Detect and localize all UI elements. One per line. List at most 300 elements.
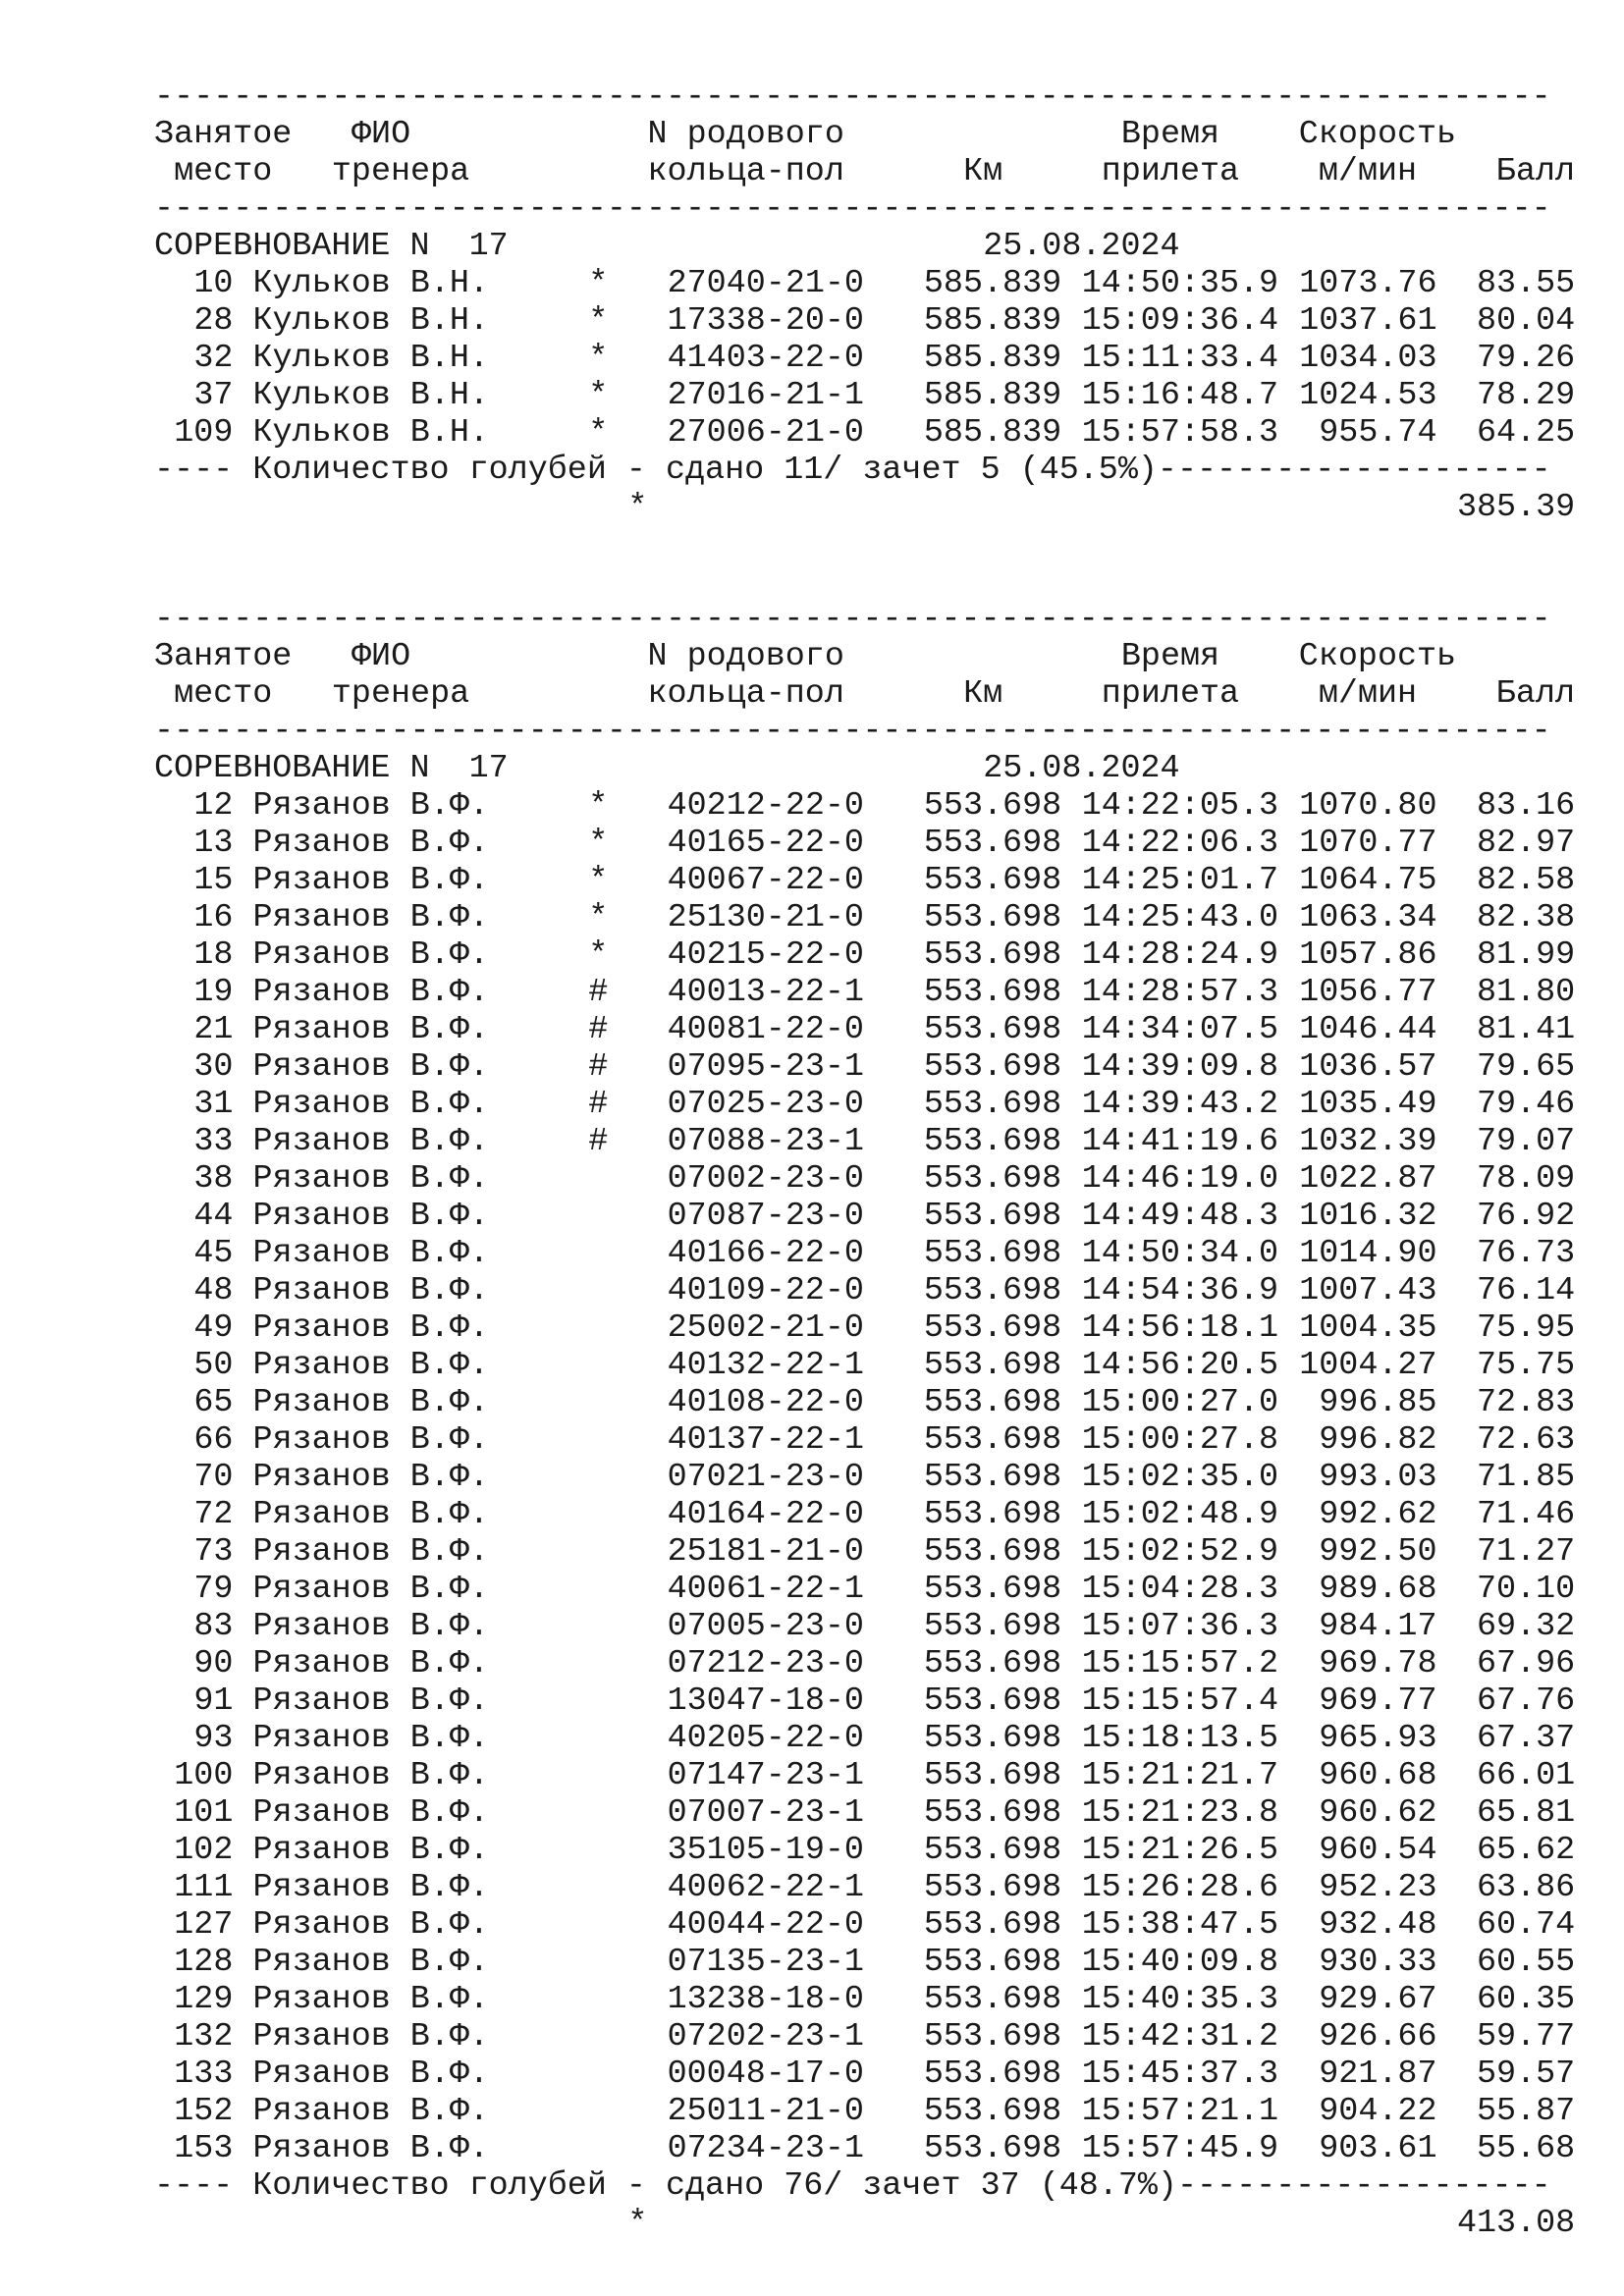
ring-number: 07147-23-1 [667,1757,864,1794]
speed: 1032.39 [1299,1123,1437,1160]
ring-number: 13238-18-0 [667,1981,864,2018]
table-row [154,787,1583,825]
distance-km: 553.698 [923,1757,1062,1794]
header-ring: N родового [647,638,844,675]
arrival-time: 15:26:28.6 [1081,1869,1279,1906]
separator-line [154,79,1583,116]
row-mark: * [588,265,609,302]
score: 59.57 [1476,2056,1576,2093]
distance-km: 585.839 [923,265,1062,302]
place: 93 [193,1720,234,1757]
place: 66 [193,1421,234,1459]
speed: 1024.53 [1299,377,1437,414]
score: 75.75 [1476,1347,1576,1384]
speed: 989.68 [1319,1571,1437,1608]
header-place: Занятое [154,638,293,675]
header-row-2 [154,675,1583,713]
summary-line [154,452,1583,489]
arrival-time: 14:28:24.9 [1081,936,1279,974]
arrival-time: 14:49:48.3 [1081,1198,1279,1235]
table-row [154,1720,1583,1757]
trainer-name: Рязанов В.Ф. [252,1198,489,1235]
header-km: Км [963,153,1003,190]
header-name-2: тренера [331,675,470,713]
trainer-name: Рязанов В.Ф. [252,1645,489,1682]
distance-km: 553.698 [923,2018,1062,2056]
ring-number: 40212-22-0 [667,787,864,825]
trainer-name: Рязанов В.Ф. [252,1533,489,1571]
arrival-time: 14:56:18.1 [1081,1309,1279,1347]
table-row [154,1496,1583,1533]
table-row [154,1869,1583,1906]
score: 63.86 [1476,1869,1576,1906]
total-score: 385.39 [1456,489,1576,526]
pigeon-count-summary: ---- Количество голубей - сдано 11/ зачет 5 (45.5%)-------------------- [154,452,1551,489]
ring-number: 07087-23-0 [667,1198,864,1235]
row-mark: # [588,1048,609,1086]
arrival-time: 15:02:52.9 [1081,1533,1279,1571]
ring-number: 40067-22-0 [667,862,864,899]
ring-number: 40081-22-0 [667,1011,864,1048]
place: 32 [193,340,234,377]
place: 44 [193,1198,234,1235]
trainer-name: Рязанов В.Ф. [252,1832,489,1869]
trainer-name: Рязанов В.Ф. [252,1235,489,1272]
distance-km: 553.698 [923,1011,1062,1048]
place: 102 [174,1832,234,1869]
place: 19 [193,974,234,1011]
header-row-1 [154,116,1583,153]
arrival-time: 14:22:06.3 [1081,825,1279,862]
table-row [154,1832,1583,1869]
distance-km: 553.698 [923,1944,1062,1981]
score: 60.35 [1476,1981,1576,2018]
ring-number: 07212-23-0 [667,1645,864,1682]
score: 76.92 [1476,1198,1576,1235]
separator-line [154,713,1583,750]
table-row [154,1123,1583,1160]
arrival-time: 15:57:21.1 [1081,2093,1279,2130]
ring-number: 40013-22-1 [667,974,864,1011]
speed: 904.22 [1319,2093,1437,2130]
speed: 992.50 [1319,1533,1437,1571]
distance-km: 553.698 [923,1869,1062,1906]
distance-km: 553.698 [923,2056,1062,2093]
place: 153 [174,2130,234,2167]
speed: 1070.80 [1299,787,1437,825]
trainer-name: Рязанов В.Ф. [252,1160,489,1198]
table-row [154,1384,1583,1421]
score: 71.46 [1476,1496,1576,1533]
summary-line [154,2167,1583,2205]
arrival-time: 15:21:26.5 [1081,1832,1279,1869]
header-name: ФИО [352,638,411,675]
place: 13 [193,825,234,862]
trainer-name: Рязанов В.Ф. [252,2056,489,2093]
speed: 965.93 [1319,1720,1437,1757]
speed: 955.74 [1319,414,1437,452]
header-place: Занятое [154,116,293,153]
score: 71.85 [1476,1459,1576,1496]
table-row [154,825,1583,862]
speed: 984.17 [1319,1608,1437,1645]
score: 83.55 [1476,265,1576,302]
ring-number: 25002-21-0 [667,1309,864,1347]
place: 31 [193,1086,234,1123]
table-row [154,2018,1583,2056]
place: 152 [174,2093,234,2130]
speed: 960.54 [1319,1832,1437,1869]
trainer-name: Рязанов В.Ф. [252,1906,489,1944]
table-row [154,1160,1583,1198]
trainer-name: Рязанов В.Ф. [252,862,489,899]
header-time-2: прилета [1101,153,1240,190]
score: 67.76 [1476,1682,1576,1720]
place: 38 [193,1160,234,1198]
score: 70.10 [1476,1571,1576,1608]
distance-km: 553.698 [923,1347,1062,1384]
distance-km: 553.698 [923,825,1062,862]
place: 100 [174,1757,234,1794]
speed: 926.66 [1319,2018,1437,2056]
trainer-name: Рязанов В.Ф. [252,1571,489,1608]
distance-km: 553.698 [923,1384,1062,1421]
place: 16 [193,899,234,936]
trainer-name: Кульков В.Н. [252,377,489,414]
table-row [154,1981,1583,2018]
place: 50 [193,1347,234,1384]
distance-km: 585.839 [923,302,1062,340]
speed: 1004.35 [1299,1309,1437,1347]
speed: 1004.27 [1299,1347,1437,1384]
table-row [154,2130,1583,2167]
table-row [154,1533,1583,1571]
row-mark: # [588,1011,609,1048]
trainer-name: Рязанов В.Ф. [252,899,489,936]
table-row [154,1086,1583,1123]
table-row [154,1309,1583,1347]
row-mark: # [588,1086,609,1123]
results-report [154,79,1583,2242]
score: 78.29 [1476,377,1576,414]
place: 127 [174,1906,234,1944]
score: 79.07 [1476,1123,1576,1160]
header-time: Время [1120,116,1220,153]
distance-km: 553.698 [923,1906,1062,1944]
table-row [154,377,1583,414]
separator-text: ----------------------------------------------------------------------- [154,190,1551,228]
total-mark: * [627,2205,648,2242]
score: 66.01 [1476,1757,1576,1794]
ring-number: 27040-21-0 [667,265,864,302]
header-row-1 [154,638,1583,675]
arrival-time: 15:21:21.7 [1081,1757,1279,1794]
ring-number: 40205-22-0 [667,1720,864,1757]
header-ring-2: кольца-пол [647,153,844,190]
trainer-name: Рязанов В.Ф. [252,1682,489,1720]
ring-number: 40061-22-1 [667,1571,864,1608]
competition-title [154,750,1583,787]
score: 67.37 [1476,1720,1576,1757]
trainer-name: Рязанов В.Ф. [252,2018,489,2056]
speed: 993.03 [1319,1459,1437,1496]
ring-number: 07021-23-0 [667,1459,864,1496]
distance-km: 553.698 [923,862,1062,899]
arrival-time: 15:21:23.8 [1081,1794,1279,1832]
table-row [154,936,1583,974]
speed: 1056.77 [1299,974,1437,1011]
ring-number: 00048-17-0 [667,2056,864,2093]
score: 82.38 [1476,899,1576,936]
trainer-name: Рязанов В.Ф. [252,2130,489,2167]
table-row [154,2093,1583,2130]
distance-km: 585.839 [923,340,1062,377]
speed: 1035.49 [1299,1086,1437,1123]
score: 82.97 [1476,825,1576,862]
table-row [154,340,1583,377]
header-place-2: место [174,675,273,713]
table-row [154,1421,1583,1459]
trainer-name: Рязанов В.Ф. [252,1720,489,1757]
score: 76.73 [1476,1235,1576,1272]
distance-km: 553.698 [923,1533,1062,1571]
score: 65.62 [1476,1832,1576,1869]
table-row [154,1272,1583,1309]
score: 82.58 [1476,862,1576,899]
row-mark: * [588,825,609,862]
table-row [154,899,1583,936]
speed: 1034.03 [1299,340,1437,377]
place: 72 [193,1496,234,1533]
speed: 969.77 [1319,1682,1437,1720]
table-row [154,1757,1583,1794]
arrival-time: 15:02:48.9 [1081,1496,1279,1533]
distance-km: 553.698 [923,1459,1062,1496]
speed: 1036.57 [1299,1048,1437,1086]
distance-km: 553.698 [923,936,1062,974]
score: 72.63 [1476,1421,1576,1459]
arrival-time: 14:54:36.9 [1081,1272,1279,1309]
speed: 960.62 [1319,1794,1437,1832]
place: 45 [193,1235,234,1272]
distance-km: 553.698 [923,2130,1062,2167]
arrival-time: 14:25:43.0 [1081,899,1279,936]
distance-km: 553.698 [923,974,1062,1011]
speed: 992.62 [1319,1496,1437,1533]
place: 109 [174,414,234,452]
trainer-name: Рязанов В.Ф. [252,1757,489,1794]
place: 111 [174,1869,234,1906]
place: 33 [193,1123,234,1160]
trainer-name: Рязанов В.Ф. [252,1869,489,1906]
speed: 1057.86 [1299,936,1437,974]
speed: 1046.44 [1299,1011,1437,1048]
row-mark: * [588,414,609,452]
score: 59.77 [1476,2018,1576,2056]
header-ring-2: кольца-пол [647,675,844,713]
score: 76.14 [1476,1272,1576,1309]
distance-km: 553.698 [923,1571,1062,1608]
arrival-time: 15:40:35.3 [1081,1981,1279,2018]
score: 65.81 [1476,1794,1576,1832]
header-score: Балл [1495,153,1575,190]
trainer-name: Рязанов В.Ф. [252,787,489,825]
total-line [154,489,1583,526]
row-mark: * [588,302,609,340]
header-ring: N родового [647,116,844,153]
ring-number: 41403-22-0 [667,340,864,377]
ring-number: 25130-21-0 [667,899,864,936]
ring-number: 27016-21-1 [667,377,864,414]
header-km: Км [963,675,1003,713]
trainer-name: Рязанов В.Ф. [252,1123,489,1160]
competition-date: 25.08.2024 [983,750,1180,787]
distance-km: 553.698 [923,1272,1062,1309]
trainer-name: Кульков В.Н. [252,340,489,377]
table-row [154,1347,1583,1384]
ring-number: 40165-22-0 [667,825,864,862]
row-mark: # [588,1123,609,1160]
place: 91 [193,1682,234,1720]
place: 70 [193,1459,234,1496]
separator-line [154,190,1583,228]
score: 64.25 [1476,414,1576,452]
total-mark: * [627,489,648,526]
arrival-time: 14:25:01.7 [1081,862,1279,899]
distance-km: 553.698 [923,1981,1062,2018]
table-row [154,1906,1583,1944]
place: 21 [193,1011,234,1048]
speed: 1064.75 [1299,862,1437,899]
table-row [154,1794,1583,1832]
score: 81.99 [1476,936,1576,974]
table-row [154,862,1583,899]
trainer-name: Рязанов В.Ф. [252,1086,489,1123]
table-row [154,1645,1583,1682]
speed: 921.87 [1319,2056,1437,2093]
speed: 996.85 [1319,1384,1437,1421]
distance-km: 553.698 [923,1794,1062,1832]
competition-name: СОРЕВНОВАНИЕ N 17 [154,228,509,265]
trainer-name: Рязанов В.Ф. [252,1421,489,1459]
speed: 1014.90 [1299,1235,1437,1272]
table-row [154,1608,1583,1645]
arrival-time: 14:41:19.6 [1081,1123,1279,1160]
arrival-time: 14:39:09.8 [1081,1048,1279,1086]
trainer-name: Рязанов В.Ф. [252,2093,489,2130]
score: 79.46 [1476,1086,1576,1123]
distance-km: 553.698 [923,1645,1062,1682]
ring-number: 35105-19-0 [667,1832,864,1869]
trainer-name: Рязанов В.Ф. [252,1384,489,1421]
total-line [154,2205,1583,2242]
header-name-2: тренера [331,153,470,190]
ring-number: 40215-22-0 [667,936,864,974]
ring-number: 07135-23-1 [667,1944,864,1981]
trainer-name: Рязанов В.Ф. [252,1272,489,1309]
header-speed-2: м/мин [1318,153,1418,190]
trainer-name: Рязанов В.Ф. [252,1347,489,1384]
distance-km: 553.698 [923,787,1062,825]
total-score: 413.08 [1456,2205,1576,2242]
speed: 1070.77 [1299,825,1437,862]
distance-km: 585.839 [923,377,1062,414]
trainer-name: Рязанов В.Ф. [252,825,489,862]
row-mark: * [588,340,609,377]
table-row [154,1682,1583,1720]
distance-km: 553.698 [923,1496,1062,1533]
score: 81.80 [1476,974,1576,1011]
competition-date: 25.08.2024 [983,228,1180,265]
place: 128 [174,1944,234,1981]
distance-km: 553.698 [923,1720,1062,1757]
ring-number: 40132-22-1 [667,1347,864,1384]
ring-number: 07095-23-1 [667,1048,864,1086]
row-mark: * [588,899,609,936]
speed: 1022.87 [1299,1160,1437,1198]
ring-number: 07005-23-0 [667,1608,864,1645]
header-speed: Скорость [1298,116,1457,153]
speed: 952.23 [1319,1869,1437,1906]
place: 132 [174,2018,234,2056]
arrival-time: 15:07:36.3 [1081,1608,1279,1645]
trainer-name: Рязанов В.Ф. [252,1011,489,1048]
arrival-time: 15:15:57.4 [1081,1682,1279,1720]
ring-number: 40109-22-0 [667,1272,864,1309]
trainer-name: Кульков В.Н. [252,302,489,340]
place: 133 [174,2056,234,2093]
speed: 930.33 [1319,1944,1437,1981]
place: 79 [193,1571,234,1608]
header-row-2 [154,153,1583,190]
arrival-time: 15:57:58.3 [1081,414,1279,452]
place: 73 [193,1533,234,1571]
place: 10 [193,265,234,302]
header-score: Балл [1495,675,1575,713]
table-row [154,1235,1583,1272]
table-row [154,1011,1583,1048]
distance-km: 553.698 [923,1309,1062,1347]
arrival-time: 14:46:19.0 [1081,1160,1279,1198]
pigeon-count-summary: ---- Количество голубей - сдано 76/ зачет 37 (48.7%)------------------- [154,2167,1551,2205]
row-mark: * [588,862,609,899]
distance-km: 553.698 [923,2093,1062,2130]
table-row [154,265,1583,302]
ring-number: 40166-22-0 [667,1235,864,1272]
place: 83 [193,1608,234,1645]
score: 60.74 [1476,1906,1576,1944]
distance-km: 553.698 [923,1198,1062,1235]
separator-text: ----------------------------------------------------------------------- [154,79,1551,116]
distance-km: 553.698 [923,1832,1062,1869]
score: 67.96 [1476,1645,1576,1682]
score: 79.26 [1476,340,1576,377]
header-place-2: место [174,153,273,190]
score: 75.95 [1476,1309,1576,1347]
separator-text: ----------------------------------------------------------------------- [154,713,1551,750]
place: 90 [193,1645,234,1682]
score: 69.32 [1476,1608,1576,1645]
ring-number: 07234-23-1 [667,2130,864,2167]
arrival-time: 14:56:20.5 [1081,1347,1279,1384]
distance-km: 553.698 [923,1421,1062,1459]
header-time-2: прилета [1101,675,1240,713]
row-mark: * [588,936,609,974]
header-name: ФИО [352,116,411,153]
place: 30 [193,1048,234,1086]
arrival-time: 15:40:09.8 [1081,1944,1279,1981]
ring-number: 07088-23-1 [667,1123,864,1160]
